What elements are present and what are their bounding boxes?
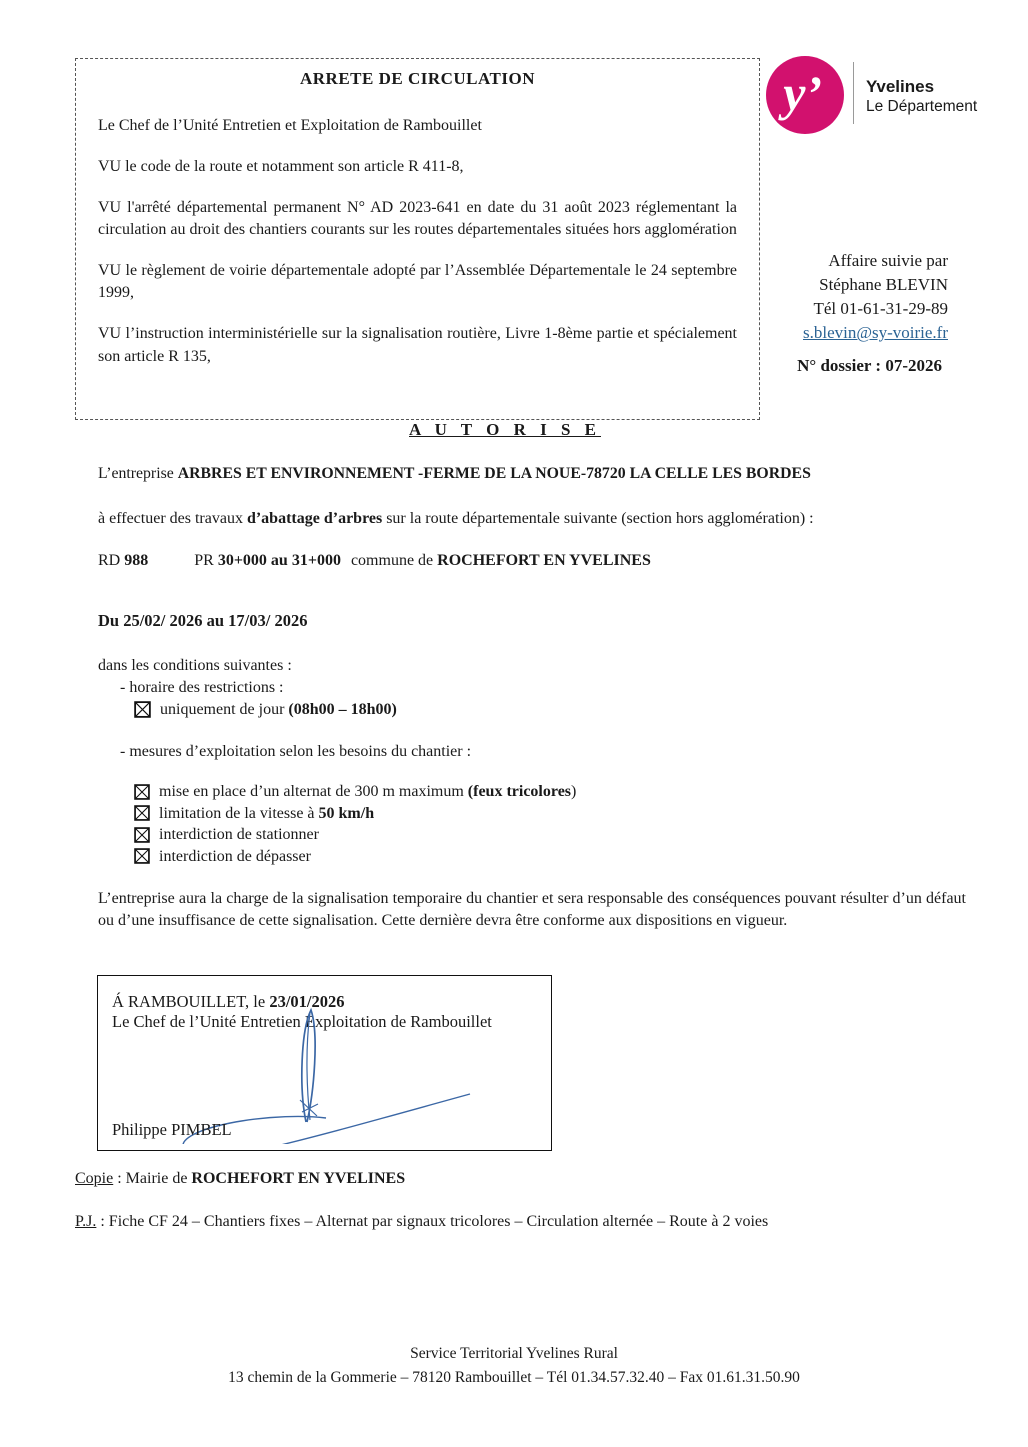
- checkbox-checked-icon: [134, 848, 150, 864]
- checkbox-checked-icon: [134, 805, 150, 821]
- contact-person: Stéphane BLEVIN: [819, 275, 948, 295]
- copie-commune: ROCHEFORT EN YVELINES: [191, 1170, 406, 1187]
- yvelines-brand: [766, 56, 977, 134]
- mesure-item-stationner: [98, 824, 966, 846]
- mesure-suffix: ): [571, 783, 577, 800]
- horaire-item-hours: (08h00 – 18h00): [288, 701, 397, 719]
- contact-phone: Tél 01-61-31-29-89: [813, 299, 948, 319]
- mesure-bold: (feux tricolores: [467, 783, 572, 800]
- travaux-prefix: à effectuer des travaux: [98, 510, 247, 527]
- email-link[interactable]: s.blevin@sy-voirie.fr: [802, 323, 948, 343]
- signature-date: 23/01/2026: [269, 992, 345, 1011]
- page-footer: [0, 1342, 1028, 1390]
- signature-place: Á RAMBOUILLET, le: [112, 992, 270, 1011]
- arrete-title: ARRETE DE CIRCULATION: [300, 69, 535, 88]
- horaire-item: [98, 699, 966, 721]
- pr-label: PR: [194, 552, 218, 569]
- signer-name: Philippe PIMBEL: [112, 1120, 232, 1139]
- footer-service: Service Territorial Yvelines Rural: [410, 1345, 618, 1362]
- rd-label: RD: [98, 552, 125, 569]
- logo-monogram: y’: [783, 65, 823, 121]
- mesures-label: - mesures d’exploitation selon les besoins du chantier :: [120, 743, 472, 760]
- pj-text: : Fiche CF 24 – Chantiers fixes – Alternat par signaux tricolores – Circulation alternée – Route à 2 voies: [96, 1213, 769, 1230]
- mesure-text: limitation de la vitesse à: [159, 804, 319, 822]
- conditions-block: [98, 655, 966, 721]
- commune-label: commune de: [350, 552, 438, 569]
- pj-line: [75, 1213, 995, 1231]
- yvelines-logo-icon: [766, 56, 844, 134]
- travaux-line: [98, 508, 966, 530]
- mesure-bold: 50 km/h: [318, 804, 375, 822]
- pj-label: P.J.: [75, 1213, 97, 1230]
- mesure-text: mise en place d’un alternat de 300 m maximum: [159, 783, 468, 800]
- copie-sep: : Mairie de: [113, 1170, 192, 1187]
- footer-address: 13 chemin de la Gommerie – 78120 Rambouillet – Tél 01.34.57.32.40 – Fax 01.61.31.50.90: [228, 1369, 800, 1387]
- arrete-header-box: [75, 58, 760, 420]
- entreprise-prefix: L’entreprise: [98, 465, 178, 482]
- rd-number: 988: [124, 552, 149, 569]
- road-line: [98, 550, 966, 572]
- commune-name: ROCHEFORT EN YVELINES: [437, 552, 651, 569]
- brand-divider: [853, 62, 854, 124]
- mesure-text: interdiction de dépasser: [159, 847, 311, 865]
- travaux-suffix: sur la route départementale suivante (section hors agglomération) :: [382, 510, 814, 527]
- vu-instruction: VU l’instruction interministérielle sur la signalisation routière, Livre 1-8ème partie et spécialement son article R 135,: [98, 325, 737, 365]
- contact-followed-by: Affaire suivie par: [828, 251, 948, 270]
- horaire-item-text: uniquement de jour: [160, 701, 289, 719]
- signature-box: [97, 975, 552, 1151]
- vu-code-route: VU le code de la route et notamment son article R 411-8,: [98, 158, 464, 176]
- dossier-number: N° dossier : 07-2026: [797, 356, 942, 375]
- mesure-text: interdiction de stationner: [159, 826, 319, 843]
- date-range: Du 25/02/ 2026 au 17/03/ 2026: [98, 611, 308, 630]
- brand-subtitle: Le Département: [866, 98, 978, 116]
- mesure-item-alternat: [98, 781, 966, 803]
- signature-role: Le Chef de l’Unité Entretien Exploitation de Rambouillet: [112, 1012, 492, 1031]
- brand-name: Yvelines: [866, 77, 935, 96]
- copie-line: [75, 1170, 975, 1188]
- checkbox-checked-icon: [134, 827, 150, 843]
- mesures-list: [98, 781, 966, 867]
- mesure-item-vitesse: [98, 803, 966, 825]
- contact-block: [803, 249, 948, 346]
- travaux-type: d’abattage d’arbres: [246, 510, 383, 527]
- checkbox-checked-icon: [134, 784, 150, 800]
- checkbox-checked-icon: [134, 701, 151, 718]
- autorise-heading: A U T O R I S E: [409, 420, 601, 439]
- brand-text: [866, 76, 977, 117]
- vu-reglement-voirie: VU le règlement de voirie départementale adopté par l’Assemblée Départementale le 24 septembre 1999,: [98, 262, 737, 302]
- horaire-label: - horaire des restrictions :: [120, 679, 284, 697]
- chef-unite-line: Le Chef de l’Unité Entretien et Exploitation de Rambouillet: [98, 117, 482, 134]
- entreprise-name: ARBRES ET ENVIRONNEMENT -FERME DE LA NOUE-78720 LA CELLE LES BORDES: [177, 465, 811, 482]
- copie-label: Copie: [75, 1170, 114, 1187]
- conditions-intro: dans les conditions suivantes :: [98, 657, 292, 674]
- entreprise-line: [98, 463, 966, 485]
- vu-arrete-departemental: VU l'arrêté départemental permanent N° AD 2023-641 en date du 31 août 2023 réglementant la circulation au droit des chantiers courants sur les routes départementales situées hors agglomération: [98, 199, 737, 239]
- responsibility-paragraph: L’entreprise aura la charge de la signalisation temporaire du chantier et sera responsable des conséquences pouvant résulter d’un défaut ou d’une insuffisance de cette signalisation. Cette dernière devra être conforme aux dispositions en vigueur.: [98, 890, 966, 930]
- pr-value: 30+000 au 31+000: [217, 552, 341, 569]
- mesure-item-depasser: [98, 846, 966, 868]
